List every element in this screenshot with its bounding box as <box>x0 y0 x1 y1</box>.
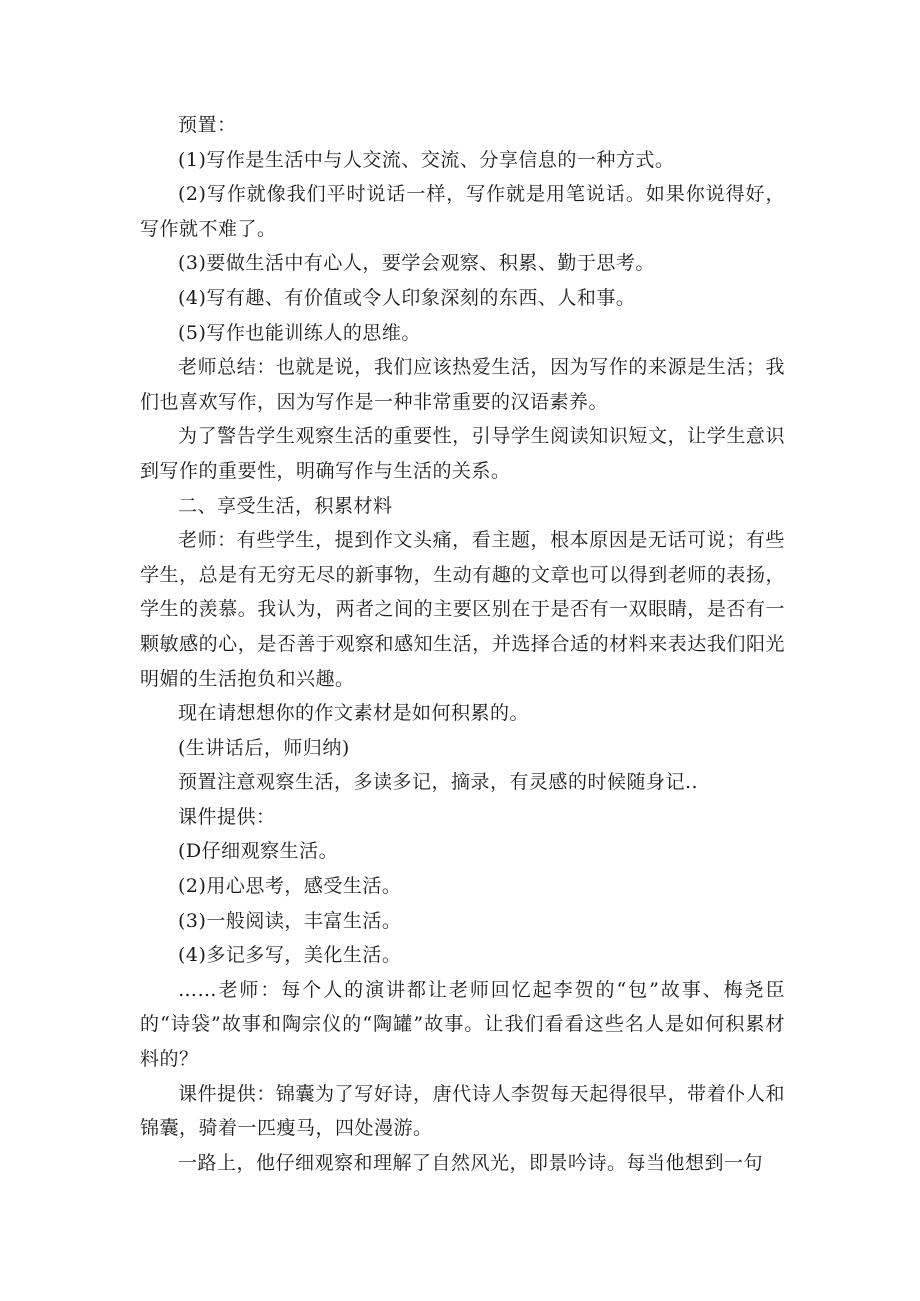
paragraph-point-1: (1)写作是生活中与人交流、交流、分享信息的一种方式。 <box>178 148 675 171</box>
paragraph-teacher-stories: ……老师：每个人的演讲都让老师回忆起李贺的“包”故事、梅尧臣的“诗袋”故事和陶宗仪的“陶罐”故事。让我们看看这些名人是如何积累材料的？ <box>140 978 785 1071</box>
paragraph-point-2: (2)写作就像我们平时说话一样，写作就是用笔说话。如果你说得好，写作就不难了。 <box>140 183 785 240</box>
paragraph-item-2: (2)用心思考，感受生活。 <box>178 875 402 898</box>
paragraph-preset-heading: 预置： <box>178 114 237 136</box>
paragraph-point-4: (4)写有趣、有价值或令人印象深刻的东西、人和事。 <box>178 286 636 309</box>
paragraph-point-3: (3)要做生活中有心人，要学会观察、积累、勤于思考。 <box>178 252 655 275</box>
paragraph-note: (生讲话后，师归纳) <box>178 736 350 759</box>
paragraph-courseware-heading: 课件提供： <box>178 805 276 828</box>
paragraph-question: 现在请想想你的作文素材是如何积累的。 <box>178 702 530 725</box>
paragraph-purpose: 为了警告学生观察生活的重要性，引导学生阅读知识短文，让学生意识到写作的重要性，明确写作与生活的关系。 <box>140 425 785 482</box>
paragraph-point-5: (5)写作也能训练人的思维。 <box>178 321 421 344</box>
paragraph-item-1: (D仔细观察生活。 <box>178 840 339 863</box>
paragraph-courseware-jinnang: 课件提供：锦囊为了写好诗，唐代诗人李贺每天起得很早，带着仆人和锦囊，骑着一匹瘦马，四处漫游。 <box>140 1082 785 1140</box>
paragraph-teacher-summary: 老师总结：也就是说，我们应该热爱生活，因为写作的来源是生活；我们也喜欢写作，因为写作是一种非常重要的汉语素养。 <box>140 356 785 413</box>
paragraph-item-3: (3)一般阅读，丰富生活。 <box>178 909 402 932</box>
paragraph-item-4: (4)多记多写，美化生活。 <box>178 944 402 967</box>
section-heading: 二、享受生活，积累材料 <box>178 494 393 517</box>
document-page <box>140 108 785 1180</box>
paragraph-journey: 一路上，他仔细观察和理解了自然风光，即景吟诗。每当他想到一句 <box>178 1151 764 1174</box>
paragraph-preset: 预置注意观察生活，多读多记，摘录，有灵感的时候随身记.. <box>178 771 699 794</box>
paragraph-teacher-remarks: 老师：有些学生，提到作文头痛，看主题，根本原因是无话可说；有些学生，总是有无穷无尽的新事物，生动有趣的文章也可以得到老师的表扬，学生的羡慕。我认为，两者之间的主要区别在于是否有一双眼睛，是否有一颗敏感的心，是否善于观察和感知生活，并选择合适的材料来表达我们阳光明媚的生活抱负和兴趣。 <box>140 529 785 690</box>
